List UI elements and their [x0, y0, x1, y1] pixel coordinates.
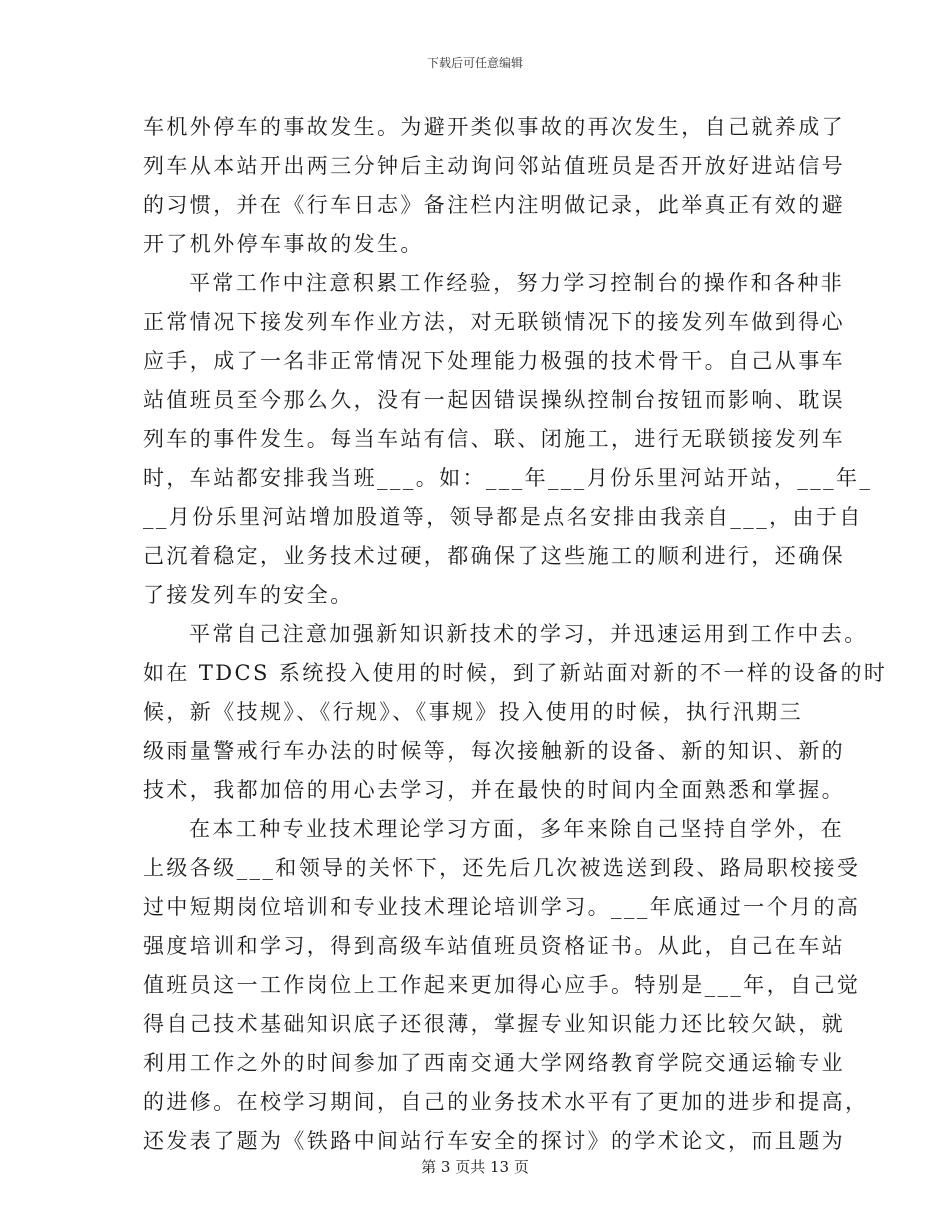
text-line: 上级各级___和领导的关怀下，还先后几次被选送到段、路局职校接受 — [143, 856, 861, 880]
text-line: 列车的事件发生。每当车站有信、联、闭施工，进行无联锁接发列车 — [143, 427, 845, 451]
text-line: 还发表了题为《铁路中间站行车安全的探讨》的学术论文，而且题为 — [143, 1129, 845, 1153]
text-line: 强度培训和学习，得到高级车站值班员资格证书。从此，自己在车站 — [143, 934, 845, 958]
text-line: 车机外停车的事故发生。为避开类似事故的再次发生，自己就养成了 — [143, 115, 845, 139]
text-line: 开了机外停车事故的发生。 — [143, 232, 424, 256]
text-line: 己沉着稳定，业务技术过硬，都确保了这些施工的顺利进行，还确保 — [143, 544, 845, 568]
text-line: 利用工作之外的时间参加了西南交通大学网络教育学院交通运输专业 — [143, 1051, 845, 1075]
text-line: 的进修。在校学习期间，自己的业务技术水平有了更加的进步和提高， — [143, 1090, 869, 1114]
text-line: 了接发列车的安全。 — [143, 583, 354, 607]
text-line: 得自己技术基础知识底子还很薄，掌握专业知识能力还比较欠缺，就 — [143, 1012, 845, 1036]
paragraph-first-line: 在本工种专业技术理论学习方面，多年来除自己坚持自学外，在 — [189, 817, 845, 841]
text-line: 正常情况下接发列车作业方法，对无联锁情况下的接发列车做到得心 — [143, 310, 845, 334]
text-line: 技术，我都加倍的用心去学习，并在最快的时间内全面熟悉和掌握。 — [143, 778, 845, 802]
text-line: __月份乐里河站增加股道等，领导都是点名安排由我亲自___，由于自 — [143, 505, 863, 529]
text-line: 站值班员至今那么久，没有一起因错误操纵控制台按钮而影响、耽误 — [143, 388, 845, 412]
text-line: 的习惯，并在《行车日志》备注栏内注明做记录，此举真正有效的避 — [143, 193, 845, 217]
page-header: 下载后可任意编辑 — [426, 56, 523, 70]
text-line: 列车从本站开出两三分钟后主动询问邻站值班员是否开放好进站信号 — [143, 154, 845, 178]
paragraph-first-line: 平常自己注意加强新知识新技术的学习，并迅速运用到工作中去。 — [189, 622, 868, 646]
paragraph-first-line: 平常工作中注意积累工作经验，努力学习控制台的操作和各种非 — [189, 271, 845, 295]
text-line: 级雨量警戒行车办法的时候等，每次接触新的设备、新的知识、新的 — [143, 739, 845, 763]
text-line: 时，车站都安排我当班___。如：___年___月份乐里河站开站，___年_ — [143, 466, 873, 490]
text-line: 过中短期岗位培训和专业技术理论培训学习。___年底通过一个月的高 — [143, 895, 861, 919]
text-line: 值班员这一工作岗位上工作起来更加得心应手。特别是___年，自己觉 — [143, 973, 861, 997]
text-line: 应手，成了一名非正常情况下处理能力极强的技术骨干。自己从事车 — [143, 349, 845, 373]
text-line: 候，新《技规》、《行规》、《事规》投入使用的时候，执行汛期三 — [143, 700, 803, 724]
document-body — [143, 113, 888, 1166]
page-footer: 第 3 页共 13 页 — [421, 1158, 529, 1176]
text-line: 如在 TDCS 系统投入使用的时候，到了新站面对新的不一样的设备的时 — [143, 661, 888, 685]
